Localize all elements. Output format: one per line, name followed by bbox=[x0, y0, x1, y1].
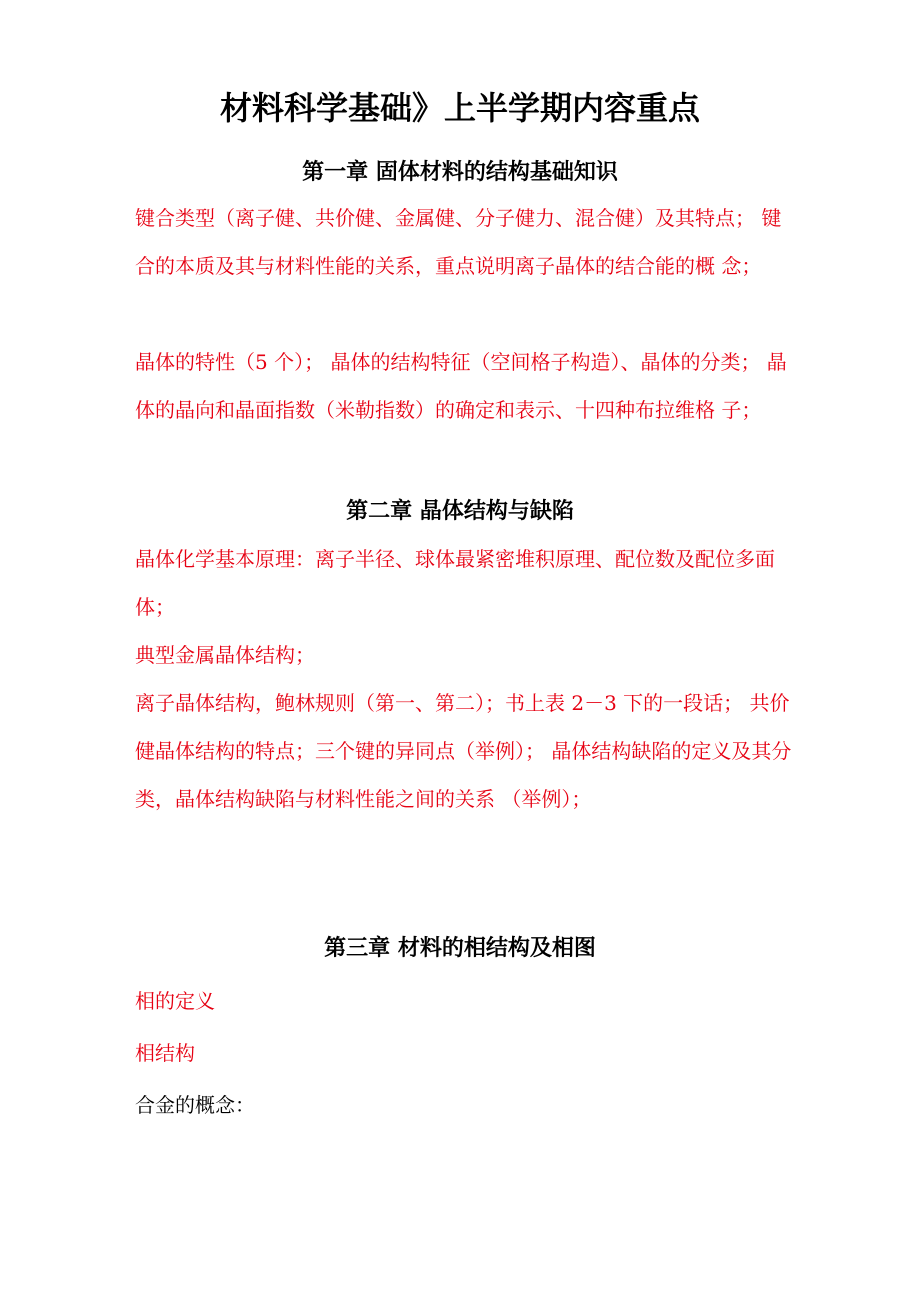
chapter-2-paragraph-3: 离子晶体结构，鲍林规则（第一、第二）；书上表 2－3 下的一段话； 共价健晶体结构的特点；三个键的异同点（举例）； 晶体结构缺陷的定义及其分类，晶体结构缺陷与材料性能之间的关系 （举例）； bbox=[135, 691, 792, 811]
chapter-3-heading: 第三章 材料的相结构及相图 bbox=[324, 935, 596, 961]
chapter-1-paragraph-1: 键合类型（离子健、共价健、金属健、分子健力、混合健）及其特点； 键合的本质及其与材料性能的关系，重点说明离子晶体的结合能的概 念； bbox=[135, 206, 782, 278]
chapter-2-paragraph-2: 典型金属晶体结构； bbox=[135, 643, 315, 667]
chapter-2-heading: 第二章 晶体结构与缺陷 bbox=[346, 498, 574, 524]
chapter-3-paragraph-2: 相结构 bbox=[135, 1041, 195, 1065]
chapter-1-paragraph-2: 晶体的特性（5 个）； 晶体的结构特征（空间格子构造）、晶体的分类； 晶体的晶向和晶面指数（米勒指数）的确定和表示、十四种布拉维格 子； bbox=[135, 350, 787, 422]
chapter-1-heading: 第一章 固体材料的结构基础知识 bbox=[302, 159, 618, 185]
document-title: 材料科学基础》上半学期内容重点 bbox=[219, 89, 700, 127]
chapter-3-paragraph-1: 相的定义 bbox=[135, 989, 215, 1013]
chapter-3-paragraph-3: 合金的概念： bbox=[135, 1093, 255, 1117]
chapter-2-paragraph-1: 晶体化学基本原理：离子半径、球体最紧密堆积原理、配位数及配位多面体； bbox=[135, 547, 775, 619]
